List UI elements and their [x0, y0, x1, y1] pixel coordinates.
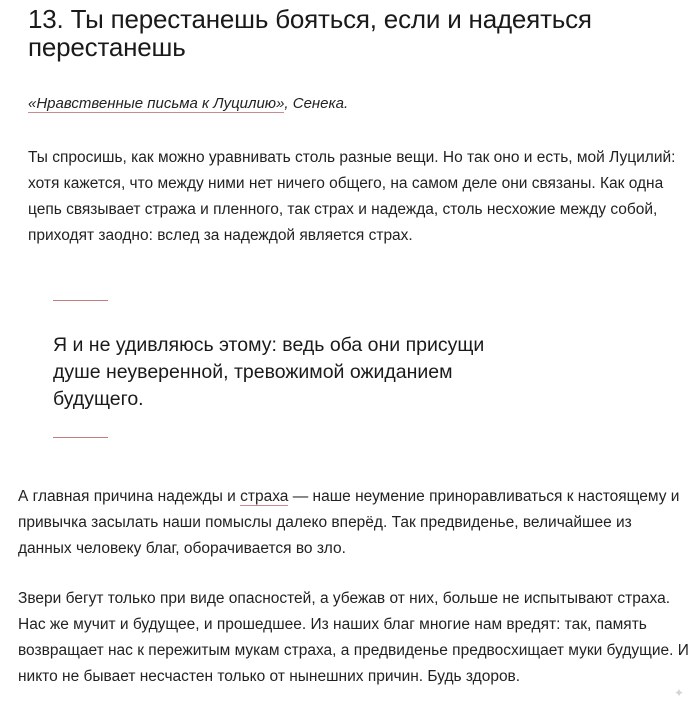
- paragraph-conclusion: Звери бегут только при виде опасностей, а убежав от них, больше не испытывают страха. Нас же мучит и будущее, и прошедшее. Из наших благ многие нам вредят: так, память возвращает нас к пережитым мукам страха, а предвиденье предвосхищает муки будущие. И никто не бывает несчастен только от нынешних причин. Будь здоров.: [18, 590, 689, 685]
- paragraph-cause: [18, 484, 688, 562]
- pull-quote: Я и не удивляюсь этому: ведь оба они присущи душе неуверенной, тревожимой ожиданием будущего.: [53, 334, 485, 410]
- source-line: [28, 94, 348, 114]
- article-title: 13. Ты перестанешь бояться, если и надеяться перестанешь: [28, 4, 592, 62]
- book-title-link[interactable]: «Нравственные письма к Луцилию»: [28, 95, 285, 112]
- paragraph-cause-text-start: А главная причина надежды и: [18, 488, 241, 505]
- sparkle-icon: ✦: [673, 686, 685, 700]
- fear-link[interactable]: страха: [240, 488, 289, 505]
- paragraph-cause-text-end: — наше неумение приноравливаться к настоящему и привычка засылать наши помыслы далеко вперёд. Так предвиденье, величайшее из данных человеку благ, оборачивается во зло.: [18, 488, 680, 557]
- quote-divider-bottom: [53, 437, 108, 438]
- quote-divider-top: [53, 300, 108, 301]
- paragraph-intro: Ты спросишь, как можно уравнивать столь разные вещи. Но так оно и есть, мой Луцилий: хотя кажется, что между ними нет ничего общего, на самом деле они связаны. Как одна цепь связывает стража и пленного, так страх и надежда, столь несхожие между собой, приходят заодно: вслед за надеждой является страх.: [28, 149, 676, 244]
- author-name: , Сенека.: [284, 95, 349, 112]
